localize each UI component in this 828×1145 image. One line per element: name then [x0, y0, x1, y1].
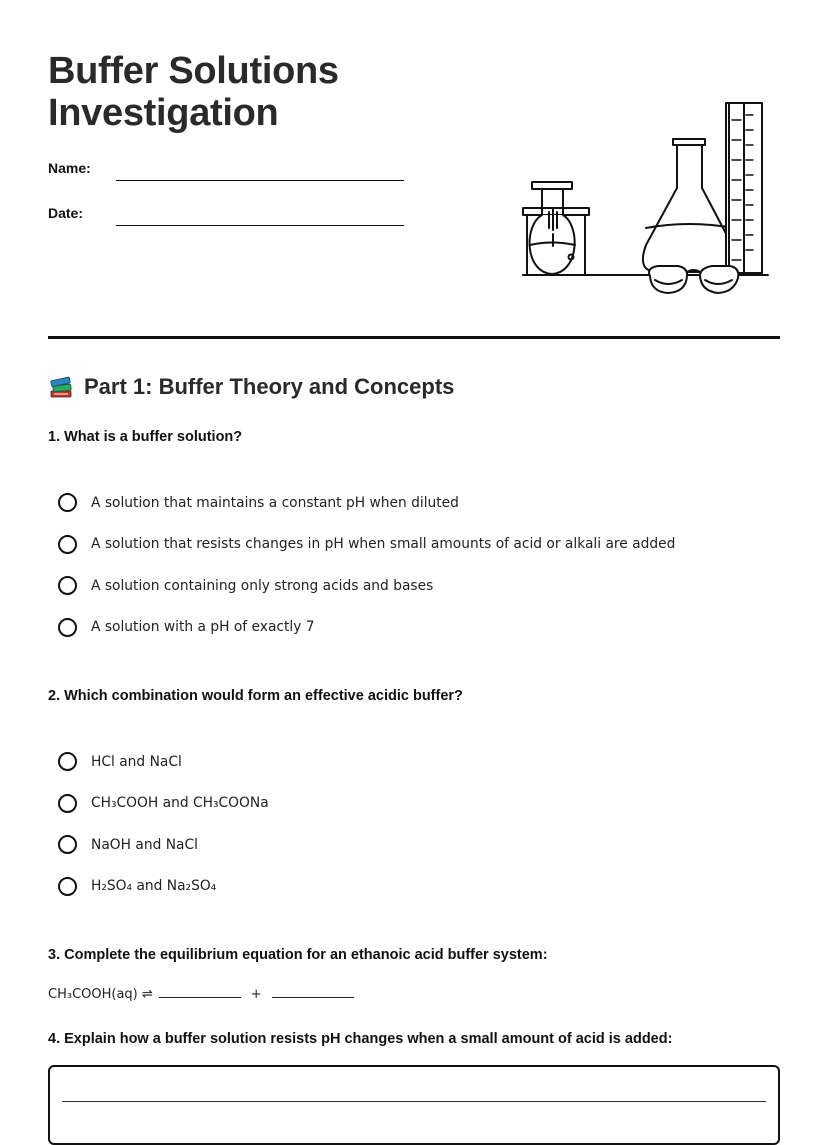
radio-button[interactable]: [58, 877, 77, 896]
option-label: CH₃COOH and CH₃COONa: [91, 795, 269, 812]
q2-option-b[interactable]: [58, 783, 778, 825]
radio-button[interactable]: [58, 535, 77, 554]
option-label: A solution containing only strong acids and bases: [91, 577, 434, 594]
question-3: 3. Complete the equilibrium equation for an ethanoic acid buffer system:: [48, 947, 548, 963]
option-label: A solution that resists changes in pH when small amounts of acid or alkali are added: [91, 536, 676, 553]
worksheet-page: [48, 0, 780, 1118]
q1-option-c[interactable]: [58, 565, 778, 607]
radio-button[interactable]: [58, 794, 77, 813]
answer-blank-2[interactable]: [272, 987, 354, 998]
q1-option-d[interactable]: [58, 607, 778, 649]
section-heading-part-1: [48, 374, 454, 400]
equation-plus: +: [250, 987, 262, 1002]
option-label: A solution that maintains a constant pH when diluted: [91, 494, 459, 511]
books-icon: [48, 374, 74, 400]
q1-option-a[interactable]: [58, 482, 778, 524]
radio-button[interactable]: [58, 576, 77, 595]
radio-button[interactable]: [58, 835, 77, 854]
question-2: 2. Which combination would form an effective acidic buffer?: [48, 688, 463, 704]
option-label: HCl and NaCl: [91, 753, 182, 770]
section-heading-text: Part 1: Buffer Theory and Concepts: [84, 374, 455, 399]
answer-line: [62, 1101, 766, 1102]
radio-button[interactable]: [58, 493, 77, 512]
title-line-2: Investigation: [48, 92, 279, 134]
equilibrium-equation: [48, 987, 354, 1002]
q2-option-a[interactable]: [58, 741, 778, 783]
title-line-1: Buffer Solutions: [48, 50, 339, 92]
radio-button[interactable]: [58, 752, 77, 771]
radio-button[interactable]: [58, 618, 77, 637]
question-1: 1. What is a buffer solution?: [48, 429, 243, 445]
date-label: Date:: [48, 205, 84, 221]
question-1-options: [58, 482, 778, 648]
lab-equipment-illustration: [518, 100, 770, 305]
page-title: [48, 50, 468, 134]
q2-option-d[interactable]: [58, 866, 778, 908]
name-label: Name:: [48, 160, 91, 176]
header-divider: [48, 336, 780, 339]
question-4: 4. Explain how a buffer solution resists pH changes when a small amount of acid is added:: [48, 1031, 673, 1047]
question-2-options: [58, 741, 778, 907]
q1-option-b[interactable]: [58, 524, 778, 566]
answer-textbox[interactable]: [48, 1065, 780, 1145]
date-input-line[interactable]: [116, 225, 404, 226]
q2-option-c[interactable]: [58, 824, 778, 866]
option-label: NaOH and NaCl: [91, 836, 198, 853]
option-label: A solution with a pH of exactly 7: [91, 619, 315, 636]
equation-reactant: CH₃COOH(aq) ⇌: [48, 987, 153, 1002]
answer-blank-1[interactable]: [159, 987, 241, 998]
option-label: H₂SO₄ and Na₂SO₄: [91, 878, 217, 895]
name-input-line[interactable]: [116, 180, 404, 181]
